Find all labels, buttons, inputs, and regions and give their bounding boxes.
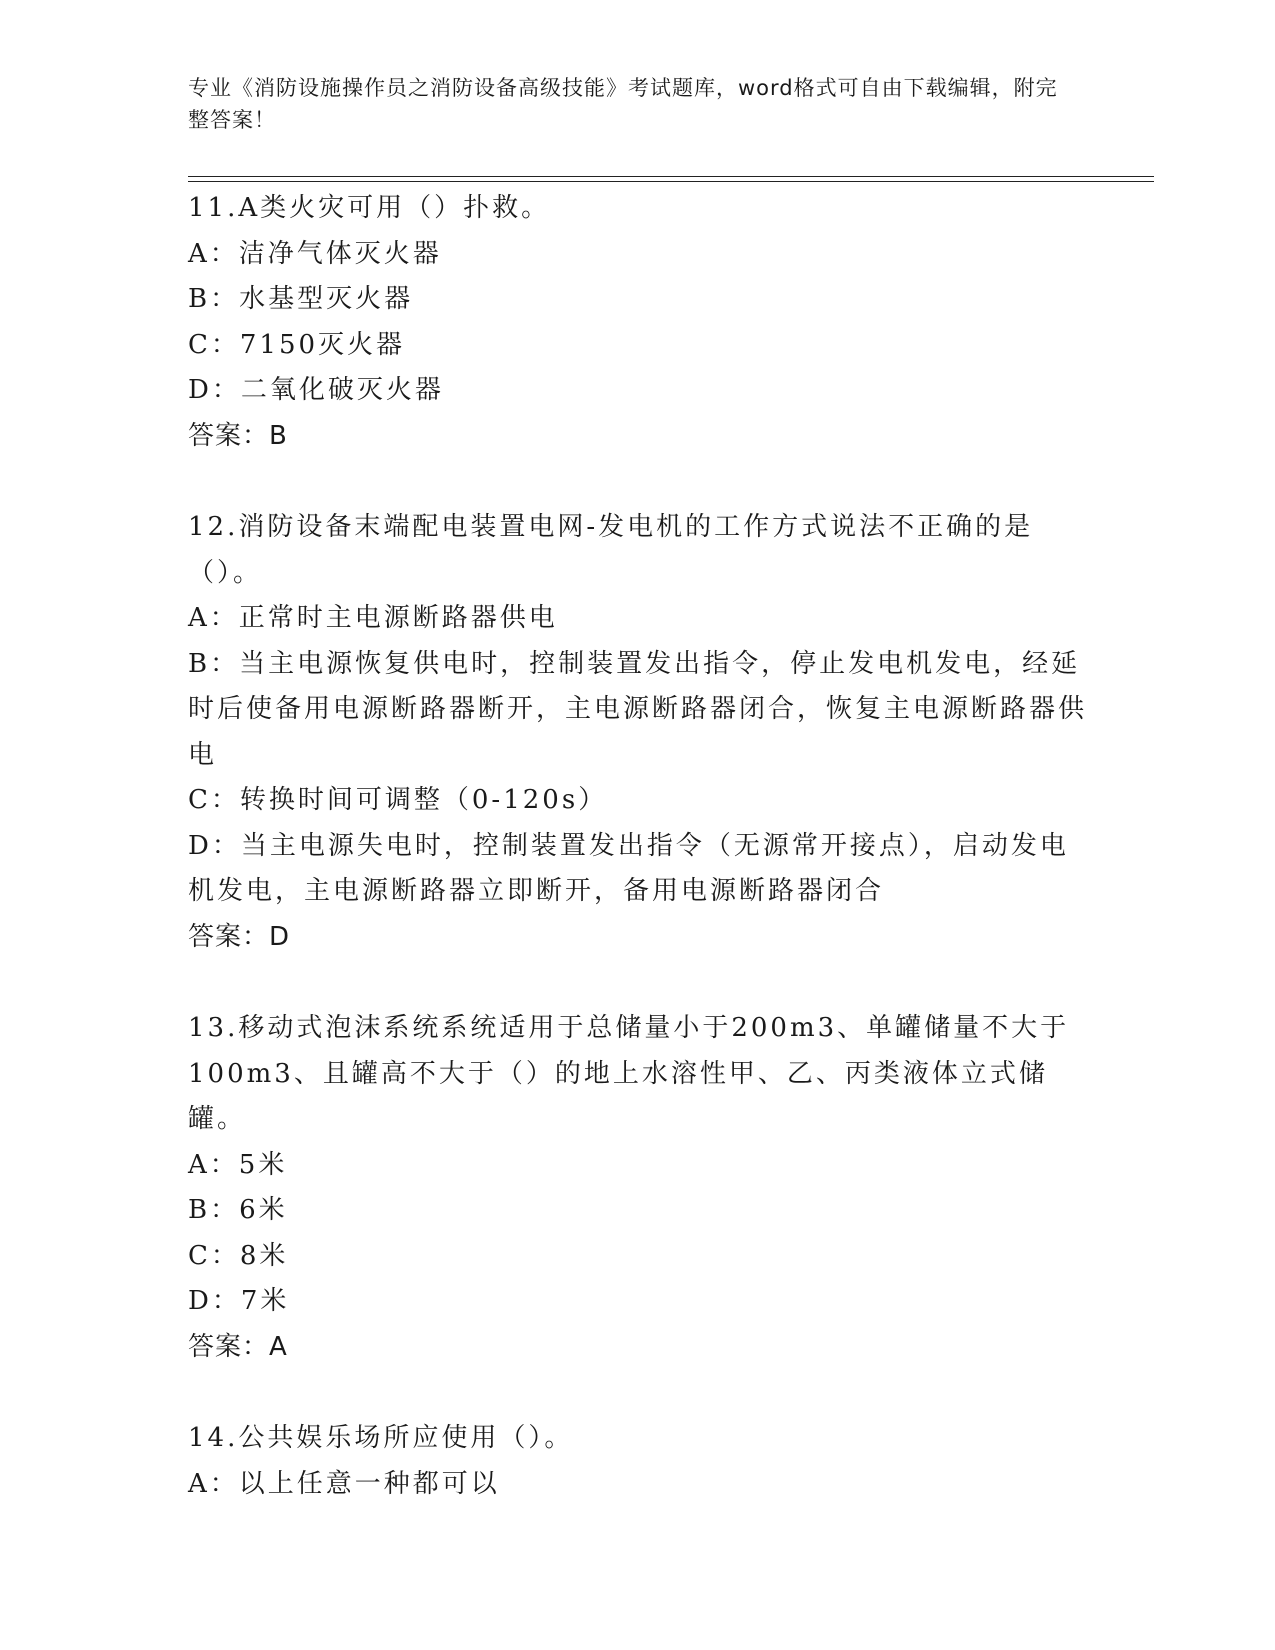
question-stem: 14.公共娱乐场所应使用（）。: [188, 1423, 574, 1453]
question-stem: 12.消防设备末端配电装置电网-发电机的工作方式说法不正确的是（）。: [188, 512, 1034, 588]
option-b: B：6米: [188, 1195, 288, 1225]
option-c: C：转换时间可调整（0-120s）: [188, 785, 608, 815]
question-stem: 13.移动式泡沫系统系统适用于总储量小于200m3、单罐储量不大于100m3、且罐高不大于（）的地上水溶性甲、乙、丙类液体立式储罐。: [188, 1013, 1070, 1134]
option-a: A：正常时主电源断路器供电: [188, 603, 558, 633]
option-c: C：7150灭火器: [188, 329, 406, 360]
answer-line: 答案：B: [188, 420, 288, 451]
option-a: A：5米: [188, 1149, 288, 1180]
question-12: [188, 505, 1088, 960]
option-d: D：二氧化破灭火器: [188, 375, 444, 405]
question-list: [188, 186, 1088, 1553]
question-stem: 11.A类火灾可用（）扑救。: [188, 193, 551, 223]
answer-line: 答案：D: [188, 921, 291, 952]
option-b: B：水基型灭火器: [188, 284, 414, 314]
option-d: D：7米: [188, 1286, 290, 1316]
question-13: [188, 1006, 1088, 1370]
header-divider-top: [188, 176, 1154, 177]
answer-line: 答案：A: [188, 1331, 288, 1362]
document-header: 专业《消防设施操作员之消防设备高级技能》考试题库，word格式可自由下载编辑，附完整答案！: [188, 76, 1058, 132]
option-b: B：当主电源恢复供电时，控制装置发出指令，停止发电机发电，经延时后使备用电源断路器断开，主电源断路器闭合，恢复主电源断路器供电: [188, 648, 1088, 770]
option-a: A：洁净气体灭火器: [188, 238, 442, 269]
option-a: A：以上任意一种都可以: [188, 1468, 500, 1499]
option-d: D：当主电源失电时，控制装置发出指令（无源常开接点），启动发电机发电，主电源断路器立即断开，备用电源断路器闭合: [188, 830, 1069, 906]
header-divider-bottom: [188, 181, 1154, 182]
question-14: [188, 1416, 1088, 1507]
option-c: C：8米: [188, 1240, 289, 1271]
question-11: [188, 186, 1088, 459]
